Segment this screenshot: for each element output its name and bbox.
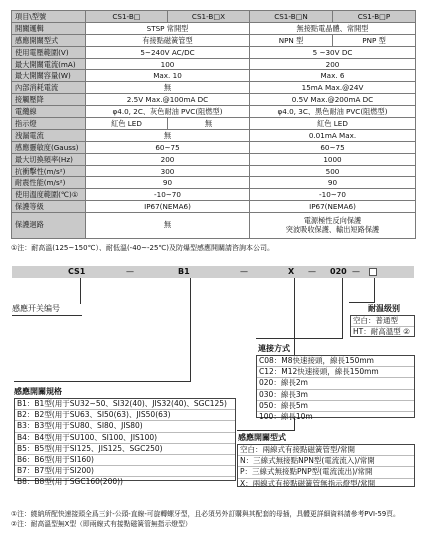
- spec-cell: -10~70: [86, 189, 250, 201]
- spec-row-label: 抗衝擊性(m/s²): [12, 165, 86, 177]
- spec-row-label: 感應開關型式: [12, 34, 86, 46]
- spec-cell: 1000: [250, 153, 416, 165]
- spec-row: [12, 94, 416, 106]
- model-code-spec: B1: [178, 267, 190, 276]
- spec-row: [12, 118, 416, 130]
- spec-cell: 200: [250, 58, 416, 70]
- connection-item: 100：線長10m: [259, 412, 313, 422]
- footnote: ②注：耐高溫型無X型（即兩線式有接點磁簧管無指示燈型）: [11, 520, 192, 528]
- spec-row: [12, 46, 416, 58]
- spec-cell: 60~75: [250, 141, 416, 153]
- spec-row: [12, 213, 416, 239]
- spec-row: [12, 58, 416, 70]
- connector-line: [14, 381, 191, 382]
- spec-cell: 無: [168, 118, 250, 130]
- spec-header-row: [12, 11, 416, 23]
- spec-cell: Max. 6: [250, 70, 416, 82]
- connection-item: 050：線長5m: [257, 401, 414, 412]
- switch-type-item: P：三線式無接點PNP型(電流流出)/常開: [238, 467, 414, 478]
- spec-cell: IP67(NEMA6): [250, 201, 416, 213]
- switch-spec-item: B4：B4型(用于SU100、SI100、JIS100): [15, 433, 235, 444]
- spec-cell: 無接點電晶體、常開型: [250, 22, 416, 34]
- switch-type-box: [237, 444, 415, 487]
- spec-cell: -10~70: [250, 189, 416, 201]
- temp-grade-item: HT：耐高溫型 ②: [353, 327, 410, 337]
- spec-cell: 2.5V Max.@100mA DC: [86, 94, 250, 106]
- model-code-type: X: [288, 267, 295, 276]
- switch-spec-title: 感應開關規格: [14, 387, 62, 396]
- spec-row-label: 最大切換頻率(Hz): [12, 153, 86, 165]
- connection-item: 020：線長2m: [257, 378, 414, 389]
- switch-spec-box: [14, 398, 236, 487]
- spec-header-model: CS1-B□P: [333, 11, 416, 23]
- spec-row-label: 接觸壓降: [12, 94, 86, 106]
- protection-line: 突波吸收保護、輸出短路保護: [285, 224, 380, 234]
- switch-number-title: 感應开关编号: [12, 304, 60, 313]
- spec-cell: 無: [86, 213, 250, 239]
- model-code-cable: 020: [330, 267, 347, 276]
- spec-row: [12, 129, 416, 141]
- footnotes: [11, 509, 415, 529]
- spec-row-label: 內部消耗電流: [12, 82, 86, 94]
- spec-cell: 15mA Max.@24V: [250, 82, 416, 94]
- spec-row: [12, 177, 416, 189]
- switch-spec-item: B5：B5型(用于SI125、JIS125、SGC250): [15, 444, 235, 455]
- connector-line: [190, 278, 191, 381]
- spec-row-label: 最大開關容量(W): [12, 70, 86, 82]
- spec-header-model: CS1-B□N: [250, 11, 333, 23]
- switch-spec-item: B7：B7型(用于SI200): [15, 466, 235, 477]
- model-code-dash: —: [308, 267, 316, 276]
- model-code-temp-box: [369, 268, 377, 276]
- spec-row: [12, 82, 416, 94]
- connector-line: [349, 302, 375, 303]
- switch-spec-item: B8：B8型(用于SGC160(200)): [17, 477, 123, 487]
- model-code-dash: —: [240, 267, 248, 276]
- temp-grade-title: 耐温级别: [368, 304, 400, 313]
- spec-row-label: 開關邏輯: [12, 22, 86, 34]
- spec-row: [12, 106, 416, 118]
- model-code-series: CS1: [68, 267, 86, 276]
- temp-grade-item: 空白：普通型: [351, 316, 414, 327]
- footnote: ①注：繞納所配快速接頭全爲三針-公頭-直線-可旋轉螺牙型，且必須另外訂購與其配套的母插，具體更詳細資料請參考PVI-59頁。: [11, 510, 400, 518]
- spec-row-label: 感應靈敏度(Gauss): [12, 141, 86, 153]
- spec-cell: 紅色 LED: [250, 118, 416, 130]
- switch-type-item: X：兩線式有接點磁簧管無指示燈型/常開: [240, 478, 376, 488]
- connection-item: 030：線長3m: [257, 390, 414, 401]
- spec-cell: 100: [86, 58, 250, 70]
- connector-line: [256, 338, 343, 339]
- spec-row: [12, 165, 416, 177]
- protection-line: 電源極性反向保護: [303, 216, 362, 226]
- spec-cell: 300: [86, 165, 250, 177]
- spec-cell: φ4.0, 2C、灰色耐油 PVC(阻燃型): [86, 106, 250, 118]
- spec-row: [12, 22, 416, 34]
- spec-cell: 500: [250, 165, 416, 177]
- spec-cell-protection: [250, 213, 416, 239]
- connection-title: 連接方式: [258, 344, 290, 353]
- spec-cell: 0.01mA Max.: [250, 129, 416, 141]
- temp-grade-box: [350, 315, 415, 337]
- spec-row-label: 耐震性能(m/s²): [12, 177, 86, 189]
- spec-row-label: 保護等級: [12, 201, 86, 213]
- connection-item: C08：M8快速接頭，線長150mm: [257, 356, 414, 367]
- connection-item: C12：M12快速接頭，線長150mm: [257, 367, 414, 378]
- spec-cell: PNP 型: [333, 34, 416, 46]
- switch-type-title: 感應開關型式: [238, 433, 286, 442]
- connector-line: [237, 430, 295, 431]
- switch-spec-item: B6：B6型(用于SI160): [15, 455, 235, 466]
- spec-cell: 0.5V Max.@200mA DC: [250, 94, 416, 106]
- spec-cell: STSP 常開型: [86, 22, 250, 34]
- spec-row: [12, 34, 416, 46]
- model-code-dash: —: [126, 267, 134, 276]
- spec-header-model: CS1-B□: [86, 11, 168, 23]
- spec-note: ①注：耐高溫(125~150℃）、耐低溫(-40~-25℃)及防爆型感應開關請咨詢本公司。: [11, 244, 275, 252]
- spec-cell: 5~240V AC/DC: [86, 46, 250, 58]
- spec-cell: 無: [86, 82, 250, 94]
- spec-cell: 90: [86, 177, 250, 189]
- spec-cell: NPN 型: [250, 34, 333, 46]
- spec-row: [12, 153, 416, 165]
- spec-cell: 200: [86, 153, 250, 165]
- spec-cell: Max. 10: [86, 70, 250, 82]
- spec-row-label: 使用溫度範圍(℃)①: [12, 189, 86, 201]
- spec-row: [12, 189, 416, 201]
- spec-row-label: 洩漏電流: [12, 129, 86, 141]
- spec-header-model: CS1-B□X: [168, 11, 250, 23]
- spec-row-label: 電纜線: [12, 106, 86, 118]
- spec-row: [12, 70, 416, 82]
- spec-cell: 無: [86, 129, 250, 141]
- spec-cell: 60~75: [86, 141, 250, 153]
- switch-spec-item: B3：B3型(用于SU80、SI80、JIS80): [15, 421, 235, 432]
- connector-line: [374, 278, 375, 302]
- spec-row-label: 最大開關電流(mA): [12, 58, 86, 70]
- spec-row-label: 指示燈: [12, 118, 86, 130]
- title-underline: [12, 315, 82, 316]
- spec-row-label: 使用電壓範圍(V): [12, 46, 86, 58]
- spec-row: [12, 201, 416, 213]
- spec-cell: 紅色 LED: [86, 118, 168, 130]
- switch-spec-item: B1：B1型(用于SU32~50、SI32(40)、JIS32(40)、SGC125): [15, 399, 235, 410]
- spec-row-label: 保護迴路: [12, 213, 86, 239]
- spec-row: [12, 141, 416, 153]
- spec-cell: φ4.0, 3C、黑色耐油 PVC(阻燃型): [250, 106, 416, 118]
- spec-table: [11, 10, 416, 239]
- spec-cell: IP67(NEMA6): [86, 201, 250, 213]
- spec-cell: 90: [250, 177, 416, 189]
- spec-cell: 5 ~30V DC: [250, 46, 416, 58]
- model-code-dash: —: [352, 267, 360, 276]
- connection-box: [256, 355, 415, 422]
- spec-cell: 有接點磁簧管型: [86, 34, 250, 46]
- switch-type-item: 空白：兩線式有接點磁簧管型/常開: [238, 445, 414, 456]
- connector-line: [80, 278, 81, 304]
- switch-spec-item: B2：B2型(用于SU63、SI50(63)、JIS50(63): [15, 410, 235, 421]
- switch-type-item: N：三線式無接點NPN型(電流流入)/常開: [238, 456, 414, 467]
- connector-line: [342, 278, 343, 338]
- spec-header-label: 項目\型號: [12, 11, 86, 23]
